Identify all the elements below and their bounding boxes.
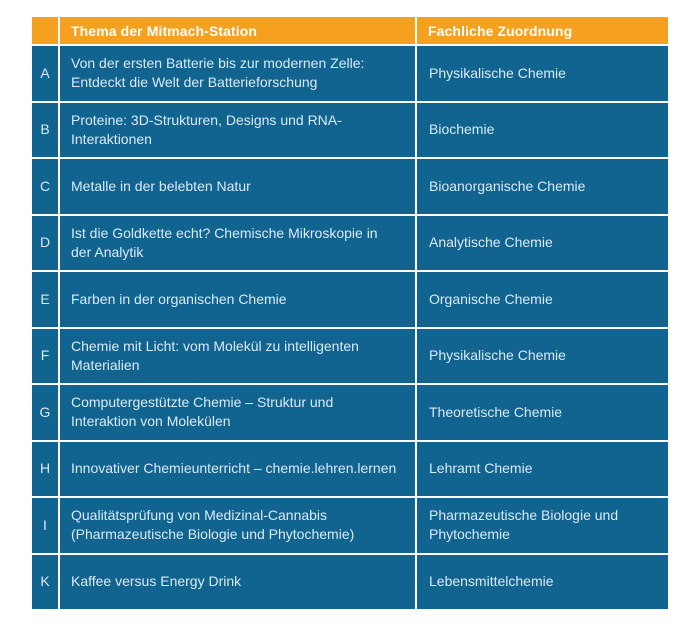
row-thema-cell: Qualitätsprüfung von Medizinal-Cannabis (Pharmazeutische Biologie und Phytochemie) <box>59 497 416 554</box>
row-thema-cell: Innovativer Chemieunterricht – chemie.lehren.lernen <box>59 441 416 498</box>
table-row <box>31 328 669 385</box>
table-row <box>31 554 669 611</box>
row-letter-cell: B <box>31 102 59 159</box>
header-row <box>31 16 669 45</box>
row-fach-cell: Biochemie <box>416 102 669 159</box>
row-fach-cell: Pharmazeutische Biologie und Phytochemie <box>416 497 669 554</box>
table-row <box>31 102 669 159</box>
row-fach-cell: Lebensmittelchemie <box>416 554 669 611</box>
table-row <box>31 497 669 554</box>
row-fach-cell: Analytische Chemie <box>416 215 669 272</box>
row-thema-cell: Ist die Goldkette echt? Chemische Mikroskopie in der Analytik <box>59 215 416 272</box>
header-cell-thema: Thema der Mitmach-Station <box>59 16 416 45</box>
row-letter-cell: C <box>31 158 59 215</box>
table-row <box>31 158 669 215</box>
table-row <box>31 271 669 328</box>
row-letter-cell: A <box>31 45 59 102</box>
header-cell-fach: Fachliche Zuordnung <box>416 16 669 45</box>
row-thema-cell: Farben in der organischen Chemie <box>59 271 416 328</box>
row-fach-cell: Theoretische Chemie <box>416 384 669 441</box>
row-thema-cell: Von der ersten Batterie bis zur modernen Zelle: Entdeckt die Welt der Batterieforschung <box>59 45 416 102</box>
row-fach-cell: Physikalische Chemie <box>416 45 669 102</box>
table-row <box>31 45 669 102</box>
row-thema-cell: Chemie mit Licht: vom Molekül zu intelligenten Materialien <box>59 328 416 385</box>
row-letter-cell: E <box>31 271 59 328</box>
row-letter-cell: D <box>31 215 59 272</box>
table-row <box>31 441 669 498</box>
row-letter-cell: F <box>31 328 59 385</box>
row-fach-cell: Bioanorganische Chemie <box>416 158 669 215</box>
row-letter-cell: H <box>31 441 59 498</box>
table-row <box>31 384 669 441</box>
row-thema-cell: Kaffee versus Energy Drink <box>59 554 416 611</box>
row-thema-cell: Metalle in der belebten Natur <box>59 158 416 215</box>
mitmach-stations-table <box>30 15 670 611</box>
row-fach-cell: Physikalische Chemie <box>416 328 669 385</box>
row-fach-cell: Lehramt Chemie <box>416 441 669 498</box>
row-letter-cell: K <box>31 554 59 611</box>
row-fach-cell: Organische Chemie <box>416 271 669 328</box>
row-letter-cell: G <box>31 384 59 441</box>
table-row <box>31 215 669 272</box>
row-thema-cell: Computergestützte Chemie – Struktur und Interaktion von Molekülen <box>59 384 416 441</box>
header-cell-letter <box>31 16 59 45</box>
row-thema-cell: Proteine: 3D-Strukturen, Designs und RNA-Interaktionen <box>59 102 416 159</box>
row-letter-cell: I <box>31 497 59 554</box>
table-body <box>31 45 669 610</box>
